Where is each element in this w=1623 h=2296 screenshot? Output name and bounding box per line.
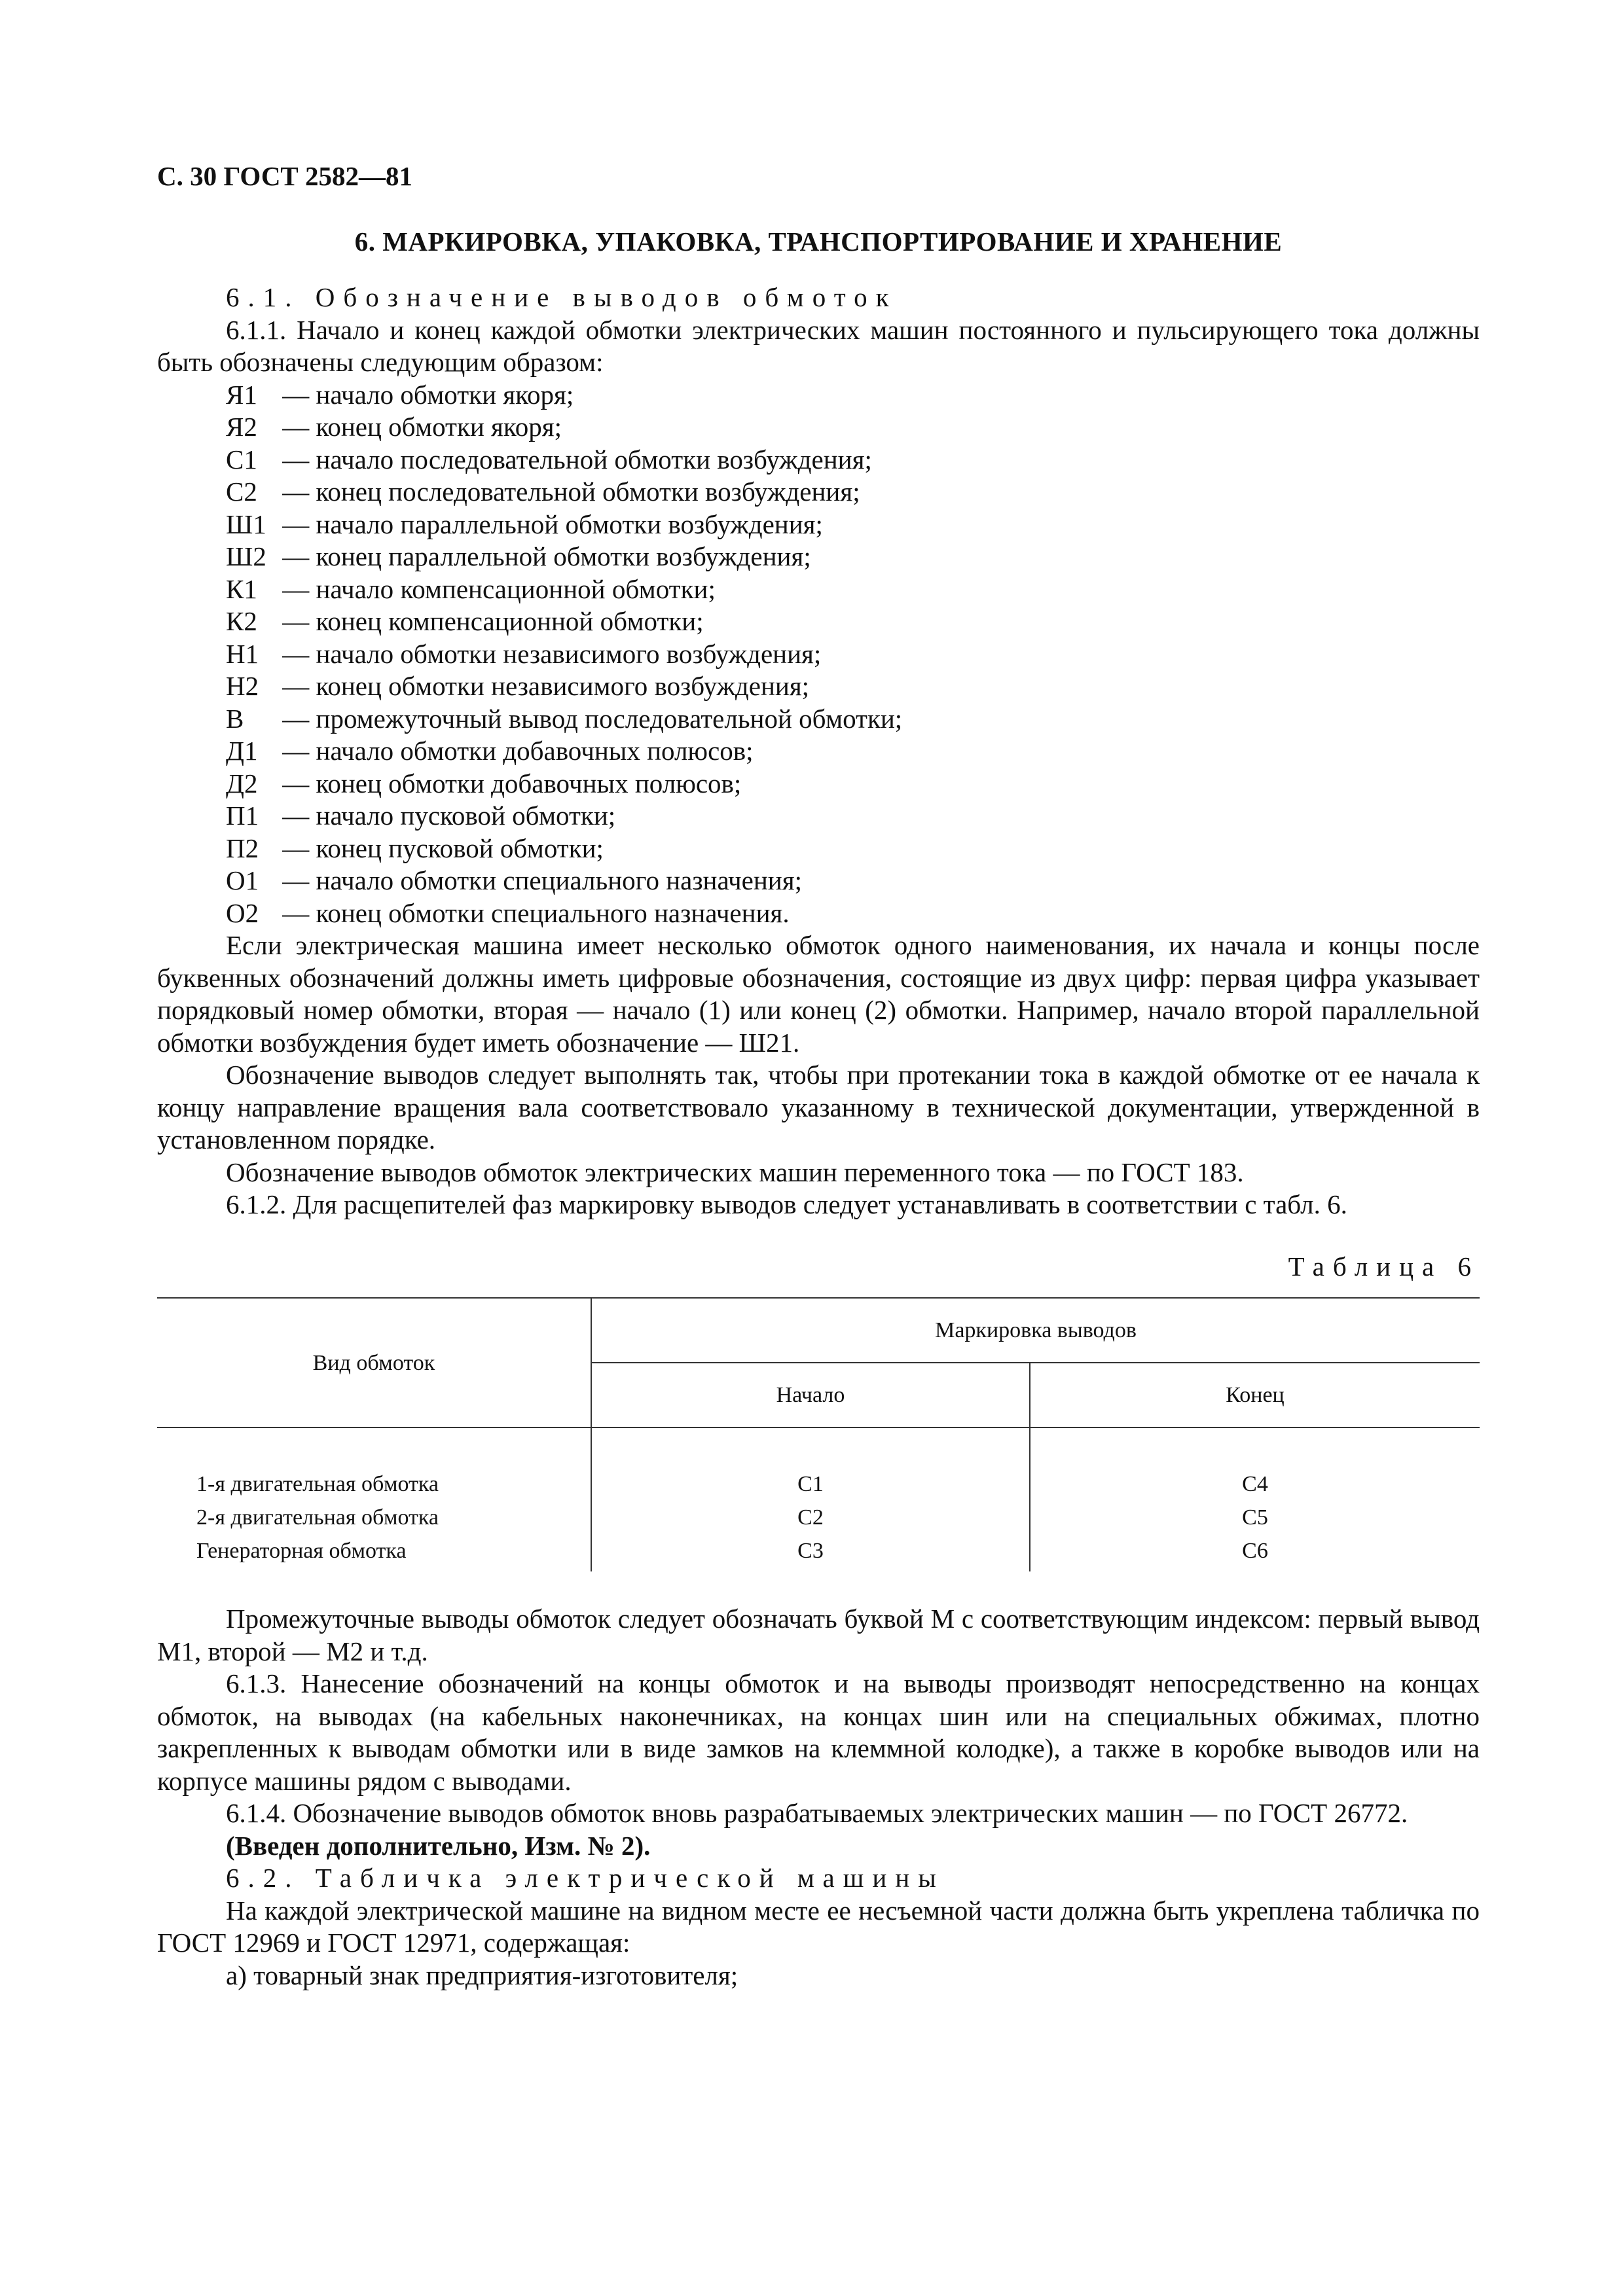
designation-text: — начало обмотки независимого возбуждения;	[282, 638, 822, 669]
cell-winding-name: 1-я двигательная обмотка	[196, 1472, 439, 1496]
designation-code: Н2	[226, 671, 259, 701]
designation-code: С2	[226, 476, 257, 507]
subsection-heading-6-2: 6.2. Табличка электрической машины	[226, 1863, 945, 1893]
designation-text: — начало пусковой обмотки;	[282, 800, 616, 831]
designation-code: Ш1	[226, 509, 266, 539]
designation-text: — начало обмотки якоря;	[282, 379, 574, 410]
designation-text: — конец последовательной обмотки возбуждения;	[282, 476, 860, 507]
designation-item	[226, 509, 1480, 541]
table-6	[157, 1297, 1480, 1571]
designation-text: — конец обмотки специального назначения.	[282, 897, 790, 928]
designation-item	[226, 768, 1480, 800]
designation-text: — начало обмотки добавочных полюсов;	[282, 736, 754, 766]
designation-text: — начало параллельной обмотки возбуждения;	[282, 509, 823, 539]
cell-start: С2	[591, 1501, 1030, 1534]
designation-text: — начало компенсационной обмотки;	[282, 573, 716, 604]
designation-code: Н1	[226, 638, 259, 669]
column-header-start: Начало	[591, 1363, 1030, 1427]
designation-item	[226, 605, 1480, 638]
designation-item	[226, 865, 1480, 897]
designation-code: Д1	[226, 736, 258, 766]
column-header-group: Маркировка выводов	[591, 1298, 1480, 1363]
designation-item	[226, 735, 1480, 768]
designation-item	[226, 444, 1480, 476]
spacer	[157, 1571, 1480, 1603]
designation-code: Я1	[226, 379, 257, 410]
designation-text: — конец компенсационной обмотки;	[282, 606, 704, 636]
designation-item	[226, 541, 1480, 573]
table-row	[157, 1501, 1480, 1534]
paragraph-several-windings: Если электрическая машина имеет несколько обмоток одного наименования, их начала и концы после буквенных обозначений должны иметь цифровые обозначения, состоящие из двух цифр: первая цифра указывает порядковый номер обмотки, вторая — начало (1) или конец (2) обмотки. Например, начало второй параллельной обмотки возбуждения будет иметь обозначение — Ш21.	[157, 930, 1480, 1058]
table-row	[157, 1534, 1480, 1571]
designation-item	[226, 476, 1480, 509]
cell-winding-name: Генераторная обмотка	[196, 1539, 407, 1563]
document-page	[157, 0, 1480, 2296]
designation-text: — конец обмотки якоря;	[282, 412, 562, 442]
designation-text: — конец пусковой обмотки;	[282, 833, 604, 863]
cell-start: С3	[591, 1534, 1030, 1571]
designation-item	[226, 379, 1480, 412]
designation-text: — конец обмотки независимого возбуждения;	[282, 671, 810, 701]
designation-item	[226, 573, 1480, 606]
designation-text: — конец параллельной обмотки возбуждения;	[282, 541, 811, 571]
clause-6-1-2: 6.1.2. Для расщепителей фаз маркировку выводов следует устанавливать в соответствии с табл. 6.	[226, 1189, 1347, 1219]
clause-6-1-3: 6.1.3. Нанесение обозначений на концы обмоток и на выводы производят непосредственно на концах обмоток, на выводах (на кабельных наконечниках, на концах шин или на специальных обжимах, плотно закрепленных к выводам обмотки или в виде замков на клеммной колодке), а также в коробке выводов или на корпусе машины рядом с выводами.	[157, 1668, 1480, 1796]
paragraph-ac-machines: Обозначение выводов обмоток электрических машин переменного тока — по ГОСТ 183.	[226, 1157, 1244, 1187]
designation-text: — конец обмотки добавочных полюсов;	[282, 768, 742, 798]
designation-code: К1	[226, 573, 257, 604]
designation-text: — начало обмотки специального назначения;	[282, 865, 802, 895]
paragraph-direction: Обозначение выводов следует выполнять так, чтобы при протекании тока в каждой обмотке от ее начала к концу направление вращения вала соответствовало указанному в технической документации, утвержденной в установленном порядке.	[157, 1060, 1480, 1155]
designation-text: — начало последовательной обмотки возбуждения;	[282, 444, 872, 475]
amendment-note: (Введен дополнительно, Изм. № 2).	[226, 1830, 651, 1861]
designation-code: К2	[226, 606, 257, 636]
designation-code: Ш2	[226, 541, 266, 571]
column-header-winding: Вид обмоток	[157, 1298, 591, 1427]
designation-text: — промежуточный вывод последовательной обмотки;	[282, 703, 903, 734]
designation-item	[226, 670, 1480, 703]
table-caption: Таблица 6	[1288, 1251, 1480, 1282]
cell-winding-name: 2-я двигательная обмотка	[196, 1505, 439, 1530]
list-item-a: а) товарный знак предприятия-изготовителя;	[226, 1960, 739, 1990]
designation-item	[226, 638, 1480, 671]
designation-item	[226, 800, 1480, 833]
spacer	[157, 1221, 1480, 1251]
designation-code: П2	[226, 833, 259, 863]
designation-list	[157, 379, 1480, 930]
clause-6-2-text: На каждой электрической машине на видном месте ее несъемной части должна быть укреплена табличка по ГОСТ 12969 и ГОСТ 12971, содержащая:	[157, 1895, 1480, 1958]
clause-6-1-4: 6.1.4. Обозначение выводов обмоток вновь разрабатываемых электрических машин — по ГОСТ 26772.	[226, 1798, 1408, 1828]
cell-end: С4	[1030, 1427, 1480, 1501]
designation-code: В	[226, 703, 244, 734]
table-row	[157, 1427, 1480, 1501]
designation-code: О1	[226, 865, 259, 895]
subsection-heading-6-1: 6.1. Обозначение выводов обмоток	[226, 282, 898, 312]
designation-code: Д2	[226, 768, 258, 798]
designation-code: О2	[226, 897, 259, 928]
designation-item	[226, 703, 1480, 736]
table-header-row	[157, 1298, 1480, 1363]
designation-code: Я2	[226, 412, 257, 442]
section-title: 6. МАРКИРОВКА, УПАКОВКА, ТРАНСПОРТИРОВАНИЕ И ХРАНЕНИЕ	[354, 226, 1283, 257]
designation-item	[226, 833, 1480, 865]
cell-start: С1	[591, 1427, 1030, 1501]
designation-code: С1	[226, 444, 257, 475]
running-head: С. 30 ГОСТ 2582—81	[157, 161, 413, 191]
designation-item	[226, 897, 1480, 930]
paragraph-intermediate-leads: Промежуточные выводы обмоток следует обозначать буквой М с соответствующим индексом: первый вывод М1, второй — М2 и т.д.	[157, 1604, 1480, 1666]
body-text	[157, 281, 1480, 1992]
designation-item	[226, 411, 1480, 444]
designation-code: П1	[226, 800, 259, 831]
column-header-end: Конец	[1030, 1363, 1480, 1427]
cell-end: С5	[1030, 1501, 1480, 1534]
cell-end: С6	[1030, 1534, 1480, 1571]
clause-6-1-1: 6.1.1. Начало и конец каждой обмотки электрических машин постоянного и пульсирующего тока должны быть обозначены следующим образом:	[157, 314, 1480, 377]
